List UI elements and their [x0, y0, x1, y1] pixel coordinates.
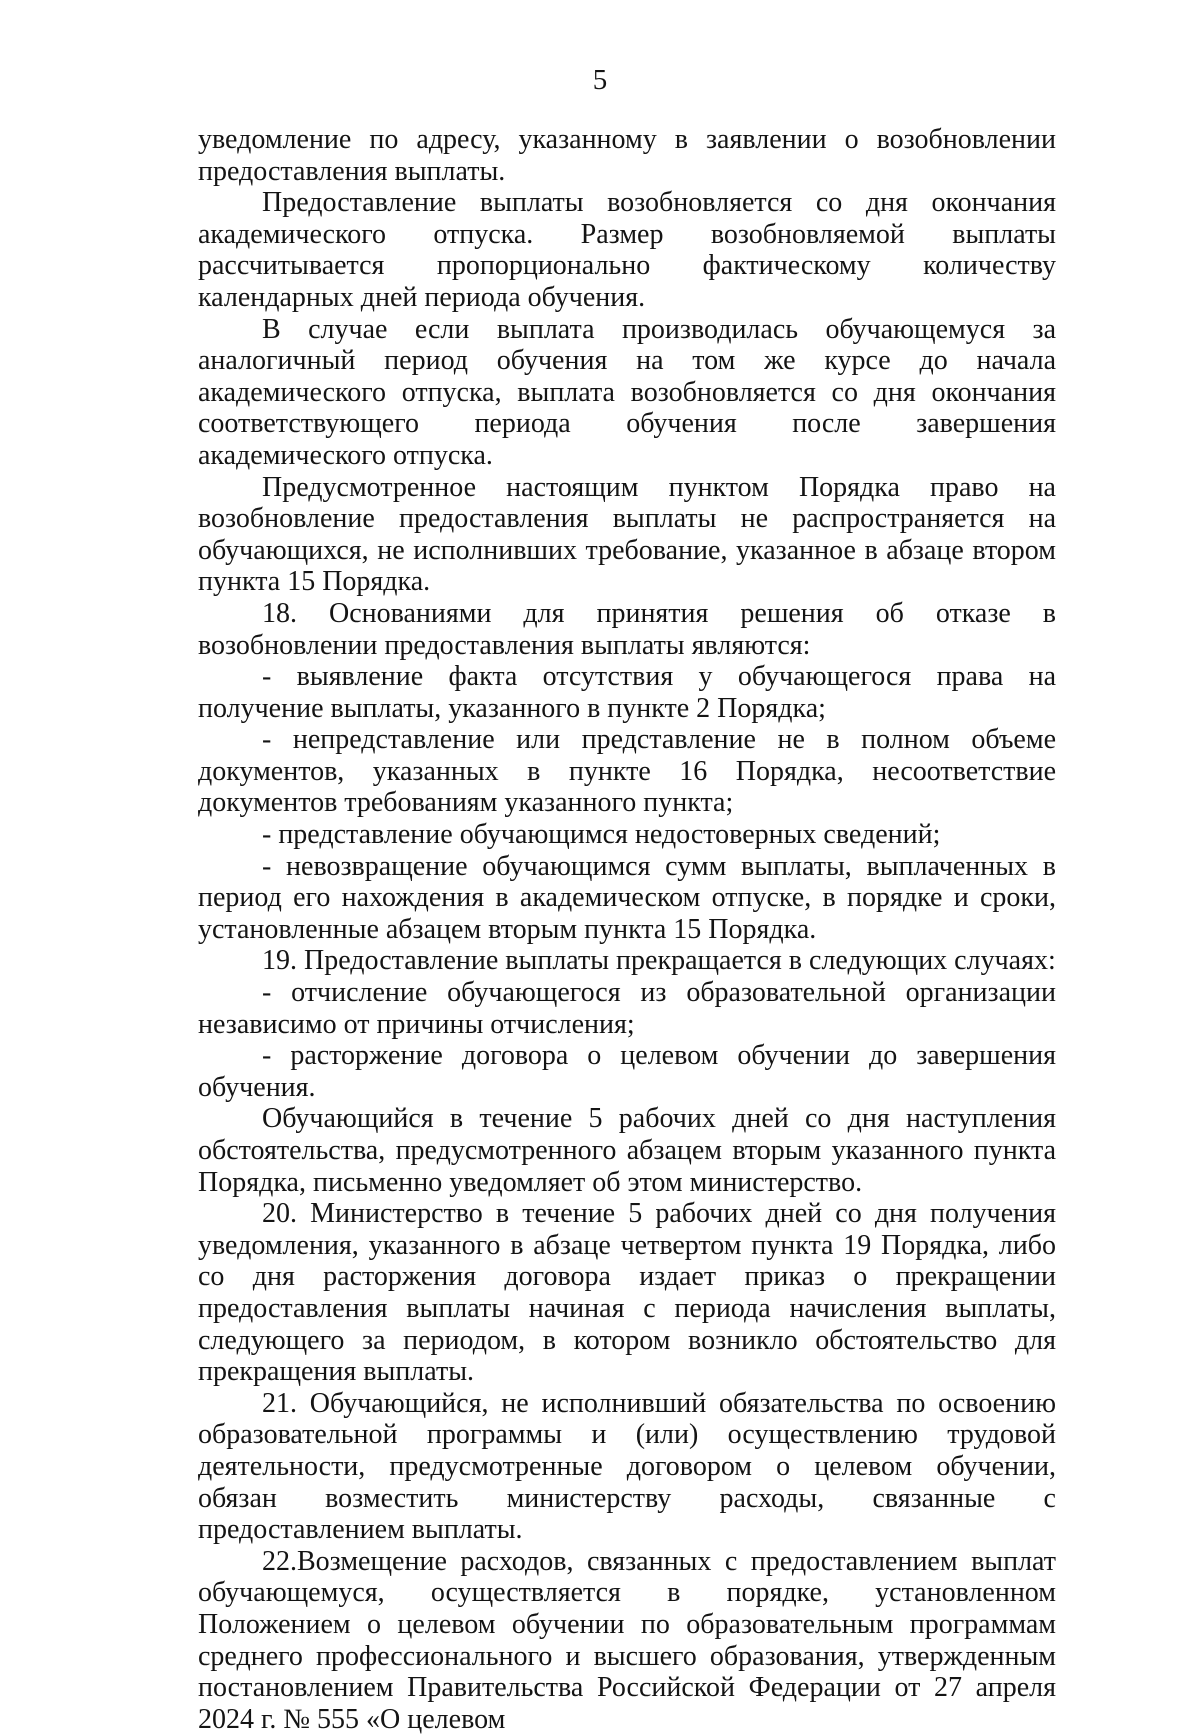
list-item: - выявление факта отсутствия у обучающегося права на получение выплаты, указанного в пункте 2 Порядка;: [198, 661, 1056, 724]
paragraph: Предоставление выплаты возобновляется со дня окончания академического отпуска. Размер возобновляемой выплаты рассчитывается пропорционально фактическому количеству календарных дней периода обучения.: [198, 187, 1056, 313]
paragraph: Обучающийся в течение 5 рабочих дней со дня наступления обстоятельства, предусмотренного абзацем вторым указанного пункта Порядка, письменно уведомляет об этом министерство.: [198, 1103, 1056, 1198]
list-item: - расторжение договора о целевом обучении до завершения обучения.: [198, 1040, 1056, 1103]
clause-21: 21. Обучающийся, не исполнивший обязательства по освоению образовательной программы и (или) осуществлению трудовой деятельности, предусмотренные договором о целевом обучении, обязан возместить министерству расходы, связанные с предоставлением выплаты.: [198, 1387, 1056, 1546]
list-item: - отчисление обучающегося из образовательной организации независимо от причины отчисления;: [198, 977, 1056, 1040]
clause-18: 18. Основаниями для принятия решения об отказе в возобновлении предоставления выплаты являются:: [198, 597, 1056, 661]
clause-19: 19. Предоставление выплаты прекращается в следующих случаях:: [262, 945, 1056, 977]
paragraph: В случае если выплата производилась обучающемуся за аналогичный период обучения на том же курсе до начала академического отпуска, выплата возобновляется со дня окончания соответствующего периода обучения после завершения академического отпуска.: [198, 313, 1056, 471]
list-item: - невозвращение обучающимся сумм выплаты, выплаченных в период его нахождения в академическом отпуске, в порядке и сроки, установленные абзацем вторым пункта 15 Порядка.: [198, 850, 1056, 945]
document-body: [198, 124, 1056, 1735]
list-item: - непредставление или представление не в полном объеме документов, указанных в пункте 16 Порядка, несоответствие документов требованиям указанного пункта;: [198, 724, 1056, 819]
paragraph: Предусмотренное настоящим пунктом Порядка право на возобновление предоставления выплаты не распространяется на обучающихся, не исполнивших требование, указанное в абзаце втором пункта 15 Порядка.: [198, 471, 1056, 598]
page-number: 5: [592, 64, 608, 96]
list-item: - представление обучающимся недостоверных сведений;: [262, 819, 941, 851]
paragraph-continuation: уведомление по адресу, указанному в заявлении о возобновлении предоставления выплаты.: [198, 124, 1056, 187]
clause-20: 20. Министерство в течение 5 рабочих дней со дня получения уведомления, указанного в абзаце четвертом пункта 19 Порядка, либо со дня расторжения договора издает приказ о прекращении предоставления выплаты начиная с периода начисления выплаты, следующего за периодом, в котором возникло обстоятельство для прекращения выплаты.: [198, 1198, 1056, 1388]
clause-22: 22.Возмещение расходов, связанных с предоставлением выплат обучающемуся, осуществляется в порядке, установленном Положением о целевом обучении по образовательным программам среднего профессионального и высшего образования, утвержденным постановлением Правительства Российской Федерации от 27 апреля 2024 г. № 555 «О целевом: [198, 1545, 1056, 1735]
